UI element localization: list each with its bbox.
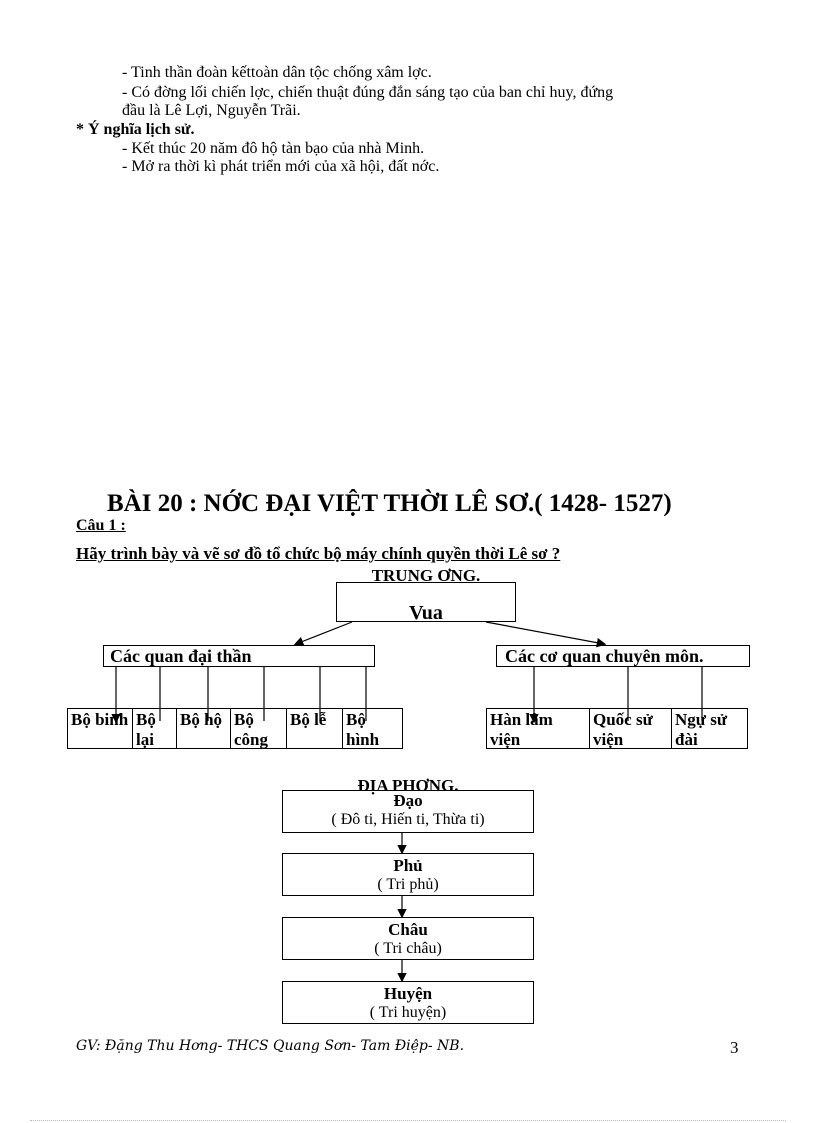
ministry-lai: Bộ lại bbox=[132, 709, 176, 748]
footer-author: GV: Đặng Thu Hơng- THCS Quang Sơn- Tam Điệp- NB. bbox=[76, 1038, 465, 1054]
meaning-line-1: - Kết thúc 20 năm đô hộ tàn bạo của nhà Minh. bbox=[122, 140, 425, 157]
page-number: 3 bbox=[730, 1038, 739, 1057]
level-huyen-name: Huyện bbox=[383, 984, 433, 1003]
level-huyen-officers: ( Tri huyện) bbox=[369, 1004, 447, 1021]
level-phu-officers: ( Tri phủ) bbox=[377, 876, 439, 893]
ministry-ho: Bộ hộ bbox=[176, 709, 230, 748]
level-phu-name: Phủ bbox=[393, 856, 423, 875]
question-text: Hãy trình bày và vẽ sơ đồ tổ chức bộ máy chính quyền thời Lê sơ ? bbox=[76, 544, 561, 563]
arrow-king-to-specialized bbox=[486, 622, 604, 644]
ministry-hinh: Bộ hình bbox=[342, 709, 402, 748]
agency-quoc-su-vien: Quốc sử viện bbox=[589, 709, 671, 748]
local-label: ĐỊA PHƠNG. bbox=[357, 776, 459, 795]
reason-line-3: đầu là Lê Lợi, Nguyễn Trãi. bbox=[122, 102, 301, 119]
arrow-king-to-officials bbox=[296, 622, 352, 644]
agency-han-lam-vien: Hàn lâm viện bbox=[490, 710, 553, 748]
level-dao-name: Đạo bbox=[393, 791, 423, 810]
level-dao-officers: ( Đô ti, Hiến ti, Thừa ti) bbox=[331, 811, 485, 828]
central-label: TRUNG ƠNG. bbox=[371, 566, 481, 585]
ministry-binh: Bộ binh bbox=[71, 710, 129, 729]
question-label: Câu 1 : bbox=[76, 517, 126, 534]
level-chau-officers: ( Tri châu) bbox=[374, 940, 442, 957]
agency-ngu-su-dai: Ngự sử đài bbox=[671, 709, 747, 748]
reason-line-1: - Tinh thần đoàn kếttoàn dân tộc chống xâm lợc. bbox=[122, 64, 432, 81]
lesson-title: BÀI 20 : NỚC ĐẠI VIỆT THỜI LÊ SƠ.( 1428- 1527) bbox=[107, 490, 672, 517]
officials-label: Các quan đại thần bbox=[110, 646, 252, 666]
ministry-cong: Bộ công bbox=[230, 709, 286, 748]
specialized-label: Các cơ quan chuyên môn. bbox=[505, 646, 704, 666]
reason-line-2: - Có đờng lối chiến lợc, chiến thuật đúng đắn sáng tạo của ban chỉ huy, đứng bbox=[122, 84, 614, 101]
meaning-line-2: - Mở ra thời kì phát triển mới của xã hội, đất nớc. bbox=[122, 158, 440, 175]
page-bottom-divider bbox=[30, 1120, 786, 1121]
meaning-heading: * Ý nghĩa lịch sử. bbox=[76, 121, 195, 138]
king-label: Vua bbox=[409, 602, 443, 624]
ministry-le: Bộ lễ bbox=[286, 709, 342, 748]
level-chau-name: Châu bbox=[388, 920, 428, 939]
